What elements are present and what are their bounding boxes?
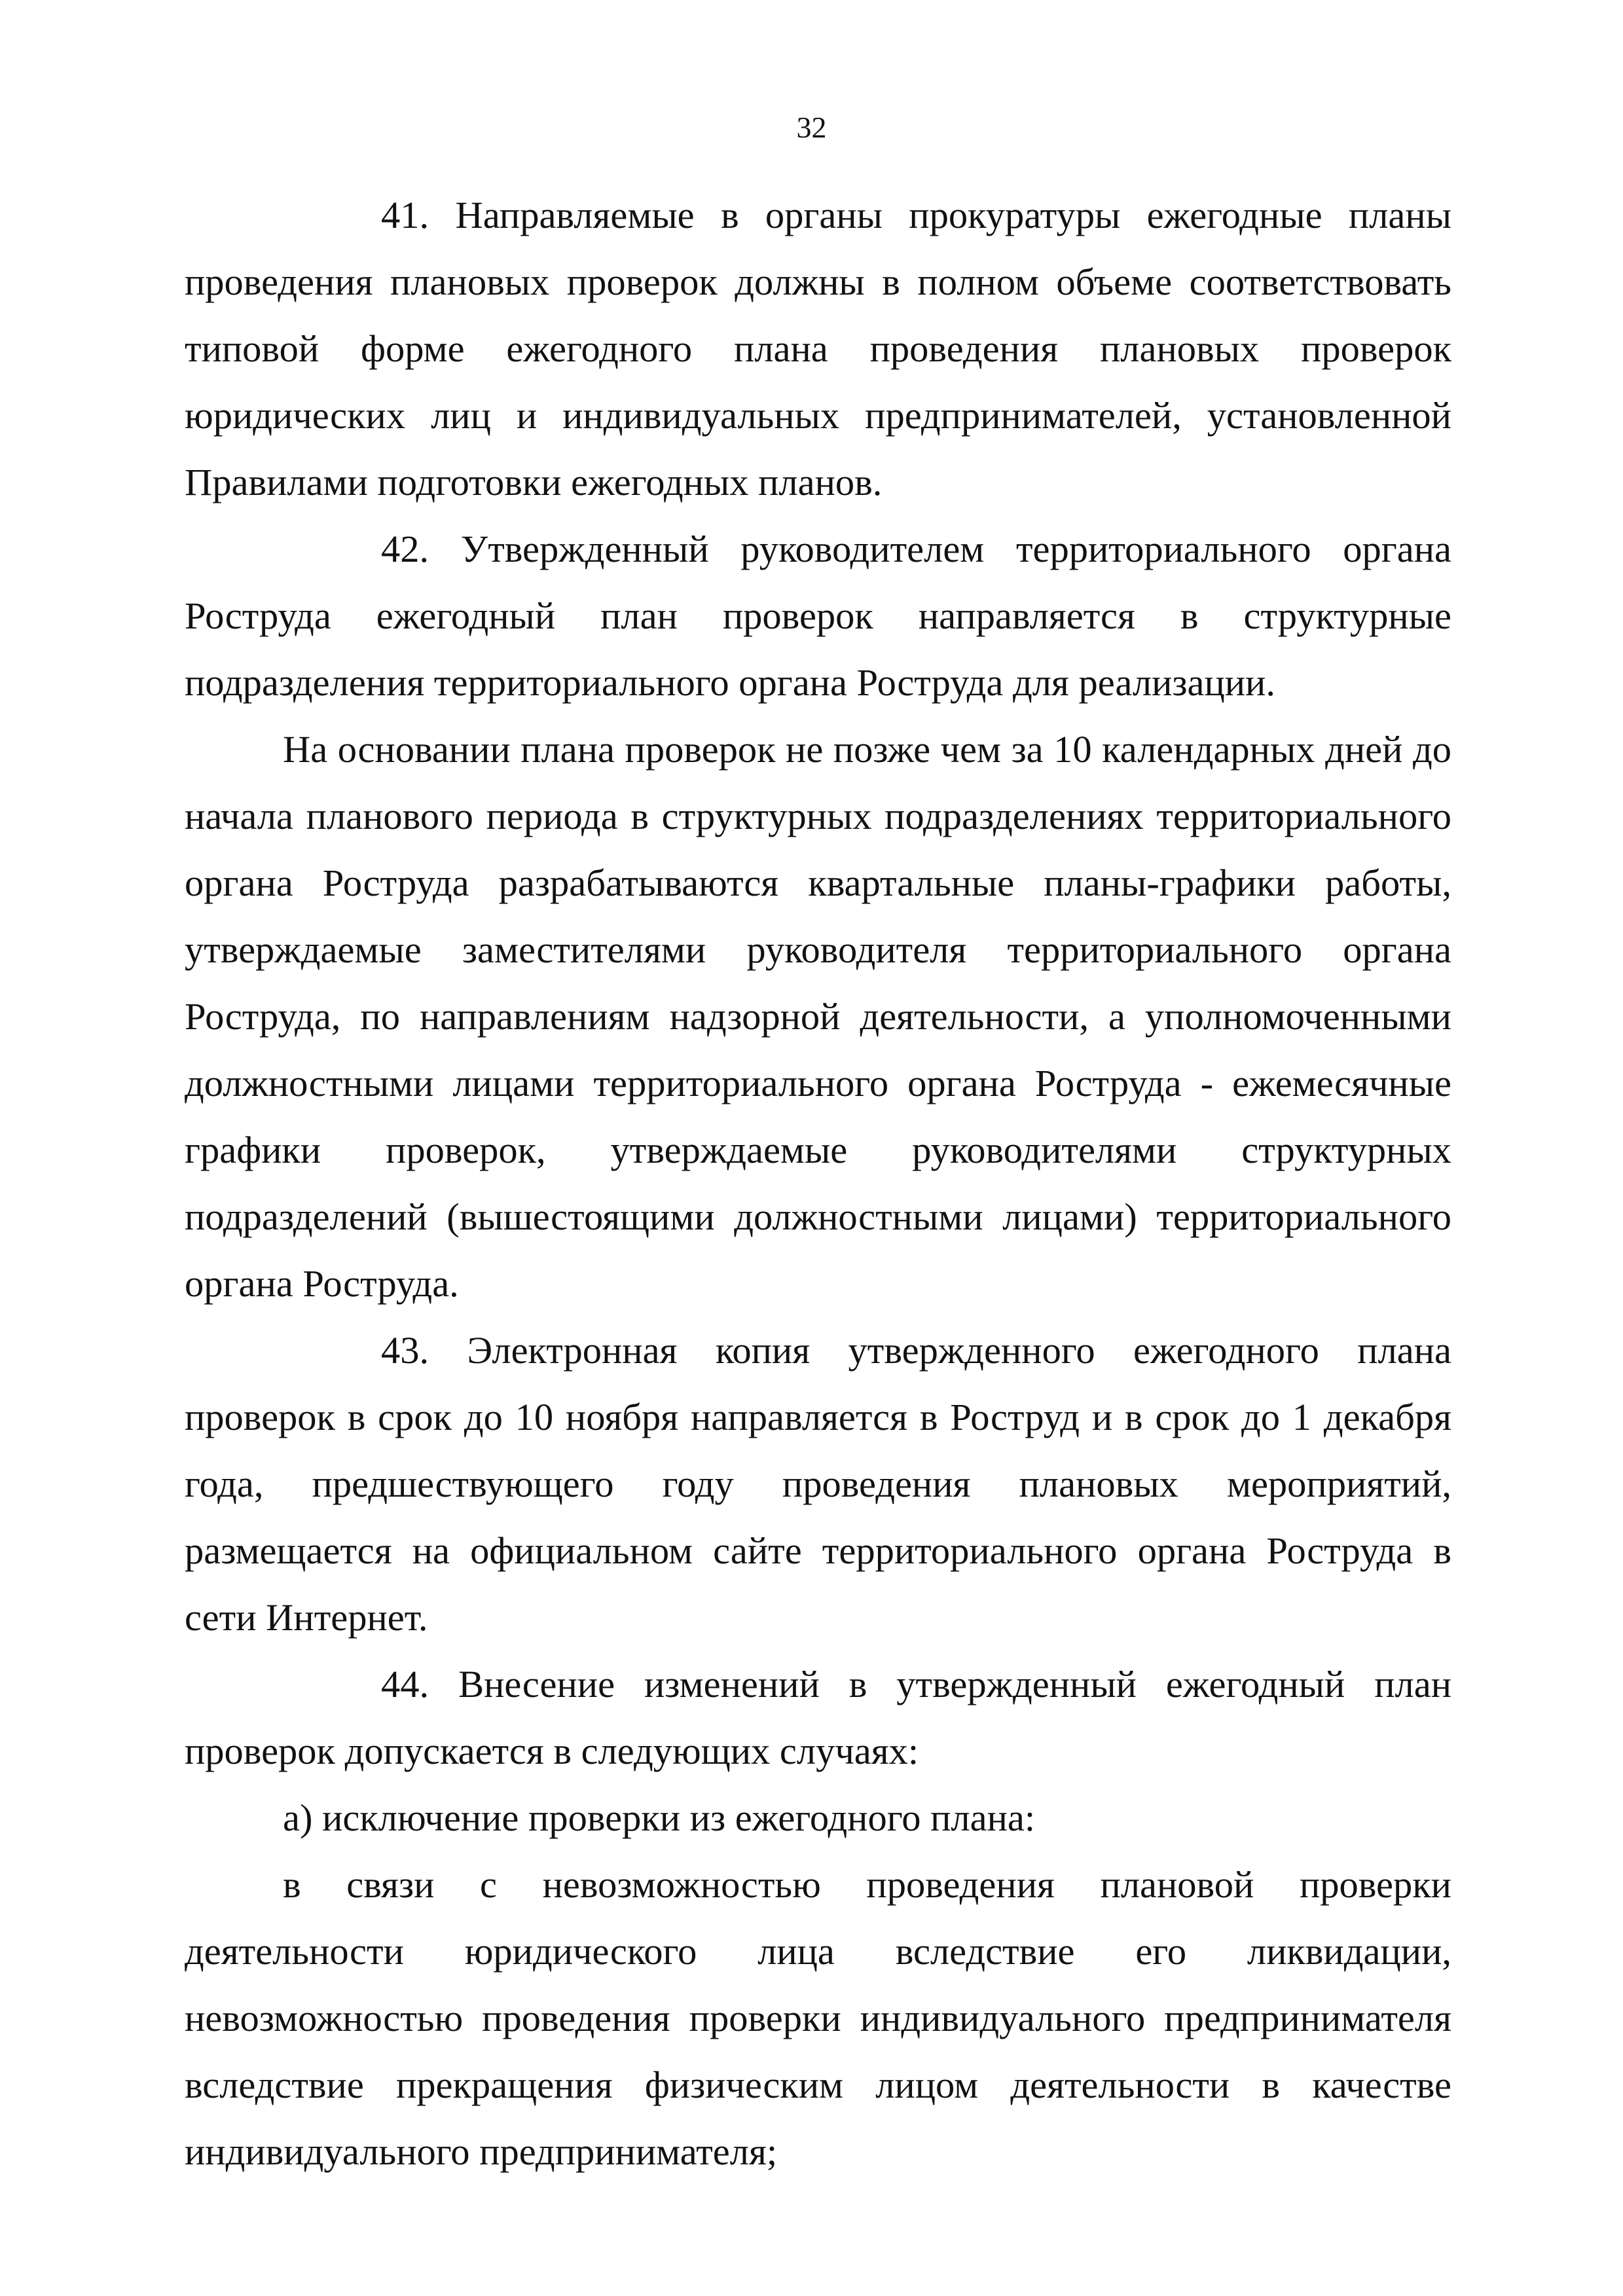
paragraph-44 [185,1651,1451,1785]
paragraph-number: 42. [381,528,429,570]
paragraph-text: в связи с невозможностью проведения плановой проверки деятельности юридического лица вследствие его ликвидации, невозможностью проведения проверки индивидуального предпринимателя вследствие прекращения физическим лицом деятельности в качестве индивидуального предпринимателя; [185,1863,1451,2173]
paragraph-text: На основании плана проверок не позже чем за 10 календарных дней до начала планового периода в структурных подразделениях территориального органа Роструда разрабатываются квартальные планы-графики работы, утверждаемые заместителями руководителя территориального органа Роструда, по направлениям надзорной деятельности, а уполномоченными должностными лицами территориального органа Роструда - ежемесячные графики проверок, утверждаемые руководителями структурных подразделений (вышестоящими должностными лицами) территориального органа Роструда. [185,728,1451,1305]
paragraph-41 [185,182,1451,516]
paragraph-text: а) исключение проверки из ежегодного плана: [283,1796,1036,1839]
paragraph-number: 41. [381,194,429,236]
paragraph-text: Утвержденный руководителем территориального органа Роструда ежегодный план проверок направляется в структурные подразделения территориального органа Роструда для реализации. [185,528,1451,704]
paragraph-text: Внесение изменений в утвержденный ежегодный план проверок допускается в следующих случаях: [185,1663,1452,1772]
paragraph-42-continuation [185,716,1451,1317]
paragraph-text: Электронная копия утвержденного ежегодного плана проверок в срок до 10 ноября направляется в Роструд и в срок до 1 декабря года, предшествующего году проведения плановых мероприятий, размещается на официальном сайте территориального органа Роструда в сети Интернет. [185,1329,1451,1639]
paragraph-43 [185,1317,1451,1651]
subparagraph-a [185,1785,1451,1851]
paragraph-text: Направляемые в органы прокуратуры ежегодные планы проведения плановых проверок должны в полном объеме соответствовать типовой форме ежегодного плана проведения плановых проверок юридических лиц и индивидуальных предпринимателей, установленной Правилами подготовки ежегодных планов. [185,194,1451,503]
subparagraph-a-detail [185,1851,1451,2185]
page-number: 32 [796,111,827,144]
paragraph-number: 43. [381,1329,429,1372]
paragraph-42 [185,516,1451,716]
document-body [185,182,1451,2185]
paragraph-number: 44. [381,1663,429,1705]
